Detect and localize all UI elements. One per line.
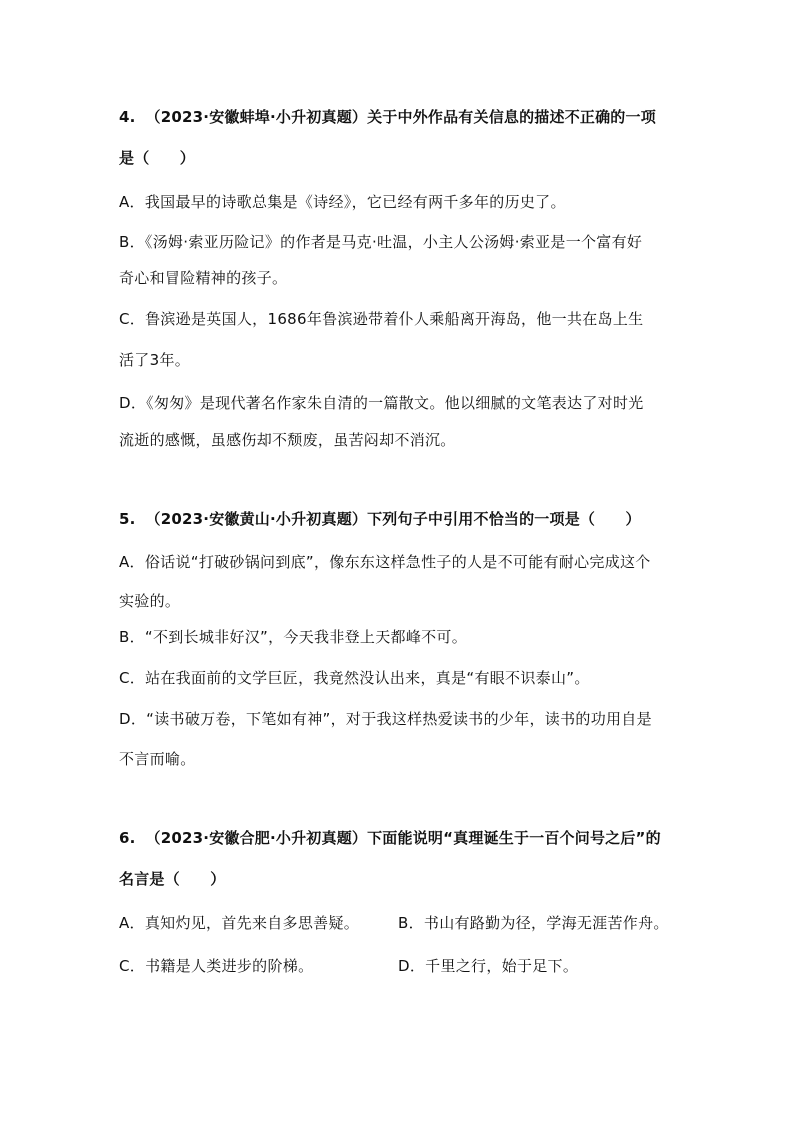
question-4-option-c-continued: 活了3年。 — [119, 351, 191, 369]
question-stem-text: （2023·安徽合肥·小升初真题）下面能说明“真理诞生于一百个问号之后”的 — [145, 829, 661, 847]
question-number: 4. — [119, 108, 136, 126]
question-6-option-row-2 — [119, 956, 679, 976]
question-4-stem-continued: 是（ ） — [119, 149, 196, 167]
question-5-option-b: B．“不到长城非好汉”，今天我非登上天都峰不可。 — [119, 628, 468, 646]
question-4-option-a: A．我国最早的诗歌总集是《诗经》，它已经有两千多年的历史了。 — [119, 193, 566, 211]
question-stem-text: （2023·安徽黄山·小升初真题）下列句子中引用不恰当的一项是（ ） — [145, 510, 641, 528]
question-6-option-b: B．书山有路勤为径，学海无涯苦作舟。 — [398, 914, 669, 932]
question-4-option-b: B．《汤姆·索亚历险记》的作者是马克·吐温，小主人公汤姆·索亚是一个富有好 — [119, 233, 643, 251]
question-6-option-row-1 — [119, 913, 679, 933]
question-5-stem — [119, 509, 679, 529]
question-4-option-b-continued: 奇心和冒险精神的孩子。 — [119, 269, 288, 287]
question-5-option-a-continued: 实验的。 — [119, 592, 181, 610]
question-5-option-c: C．站在我面前的文学巨匠，我竟然没认出来，真是“有眼不识泰山”。 — [119, 669, 590, 687]
question-5-option-a: A．俗话说“打破砂锅问到底”，像东东这样急性子的人是不可能有耐心完成这个 — [119, 553, 651, 571]
question-4-option-c: C．鲁滨逊是英国人，1686年鲁滨逊带着仆人乘船离开海岛，他一共在岛上生 — [119, 310, 644, 328]
question-6-stem-continued: 名言是（ ） — [119, 870, 226, 888]
question-number: 5. — [119, 510, 136, 528]
question-6-option-d: D．千里之行，始于足下。 — [398, 957, 579, 975]
question-6-option-c: C．书籍是人类进步的阶梯。 — [119, 957, 314, 975]
question-4-option-d-continued: 流逝的感慨，虽感伤却不颓废，虽苦闷却不消沉。 — [119, 431, 456, 449]
question-number: 6. — [119, 829, 136, 847]
question-4-option-d: D．《匆匆》是现代著名作家朱自清的一篇散文。他以细腻的文笔表达了对时光 — [119, 394, 644, 412]
question-5-option-d-continued: 不言而喻。 — [119, 750, 196, 768]
question-4-stem — [119, 107, 679, 127]
question-6-stem — [119, 828, 679, 848]
question-5-option-d: D．“读书破万卷，下笔如有神”，对于我这样热爱读书的少年，读书的功用自是 — [119, 710, 652, 728]
question-6-option-a: A．真知灼见，首先来自多思善疑。 — [119, 914, 360, 932]
question-stem-text: （2023·安徽蚌埠·小升初真题）关于中外作品有关信息的描述不正确的一项 — [145, 108, 656, 126]
